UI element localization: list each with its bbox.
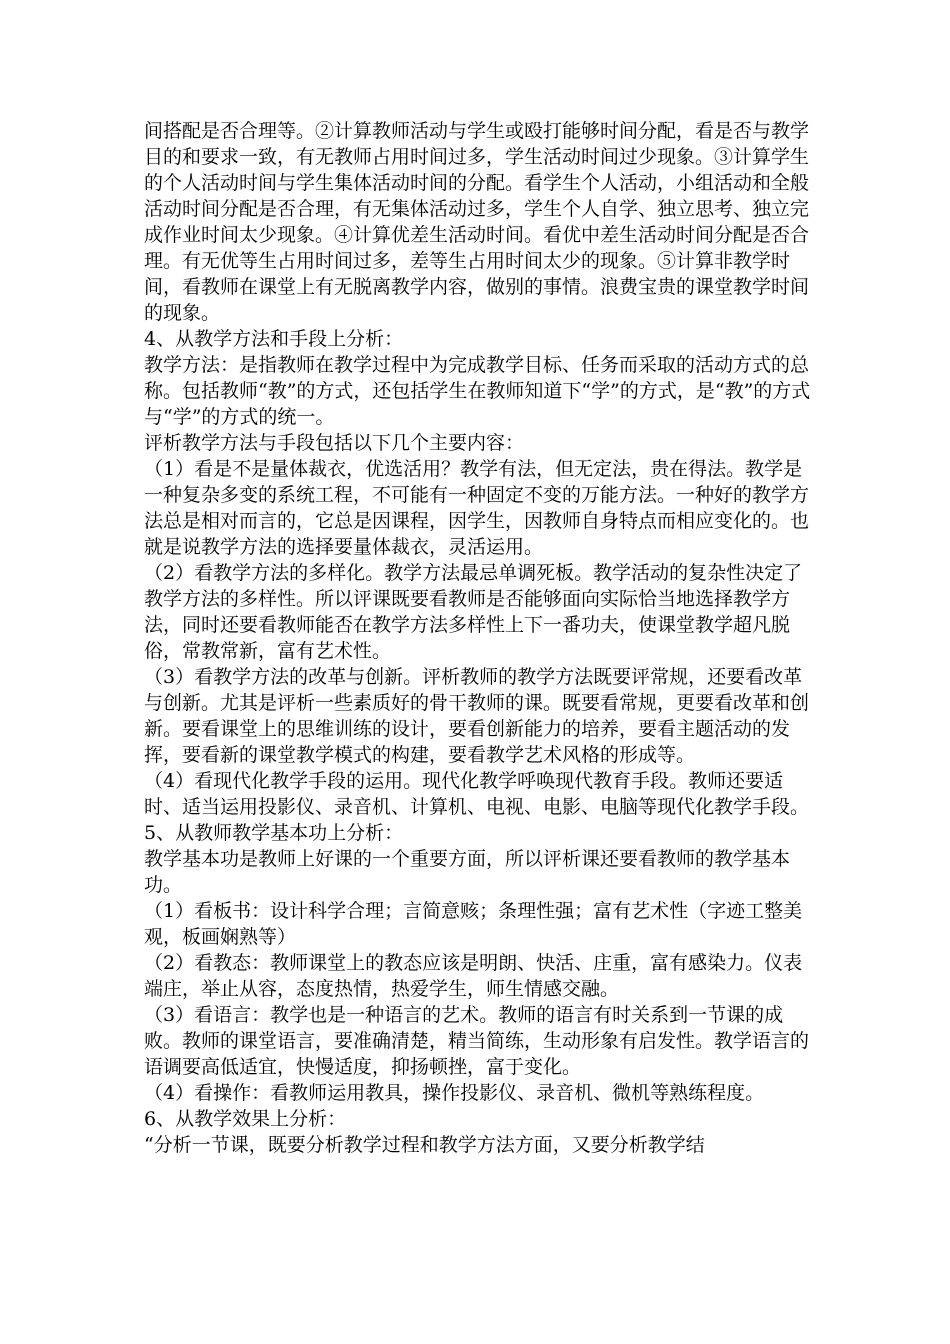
paragraph-method-item-3: （3）看教学方法的改革与创新。评析教师的教学方法既要评常规，还要看改革与创新。尤其是评析一些素质好的骨干教师的课。既要看常规，更要看改革和创新。要看课堂上的思维训练的设计，要看创新能力的培养，要看主题活动的发挥，要看新的课堂教学模式的构建，要看教学艺术风格的形成等。	[144, 666, 810, 766]
document-body	[144, 118, 812, 1158]
paragraph-skill-blackboard: （1）看板书：设计科学合理；言简意赅；条理性强；富有艺术性（字迹工整美观，板画娴熟等）	[144, 900, 803, 948]
heading-teaching-methods: 4、从教学方法和手段上分析：	[144, 328, 404, 350]
paragraph-method-item-1: （1）看是不是量体裁衣，优选活用？教学有法，但无定法，贵在得法。教学是一种复杂多变的系统工程，不可能有一种固定不变的万能方法。一种好的教学方法总是相对而言的，它总是因课程，因学生，因教师自身特点而相应变化的。也就是说教学方法的选择要量体裁衣，灵活运用。	[144, 458, 810, 558]
paragraph-method-item-2: （2）看教学方法的多样化。教学方法最忌单调死板。教学活动的复杂性决定了教学方法的多样性。所以评课既要看教师是否能够面向实际恰当地选择教学方法，同时还要看教师能否在教学方法多样性上下一番功夫，使课堂教学超凡脱俗，常教常新，富有艺术性。	[144, 562, 803, 662]
paragraph-skill-language: （3）看语言：教学也是一种语言的艺术。教师的语言有时关系到一节课的成败。教师的课堂语言，要准确清楚，精当简练，生动形象有启发性。教学语言的语调要高低适宜，快慢适度，抑扬顿挫，富于变化。	[144, 1004, 810, 1078]
paragraph-skill-operation: （4）看操作：看教师运用教具，操作投影仪、录音机、微机等熟练程度。	[144, 1082, 765, 1104]
heading-teaching-effect: 6、从教学效果上分析：	[144, 1108, 347, 1130]
paragraph-time-allocation: 间搭配是否合理等。②计算教师活动与学生或殴打能够时间分配，看是否与教学目的和要求一致，有无教师占用时间过多，学生活动时间过少现象。③计算学生的个人活动时间与学生集体活动时间的分配。看学生个人活动，小组活动和全般活动时间分配是否合理，有无集体活动过多，学生个人自学、独立思考、独立完成作业时间太少现象。④计算优差生活动时间。看优中差生活动时间分配是否合理。有无优等生占用时间过多，差等生占用时间太少的现象。⑤计算非教学时间，看教师在课堂上有无脱离教学内容，做别的事情。浪费宝贵的课堂教学时间的现象。	[144, 120, 810, 324]
heading-basic-skills: 5、从教师教学基本功上分析：	[144, 822, 404, 844]
paragraph-teaching-effect-start: “分析一节课，既要分析教学过程和教学方法方面，又要分析教学结	[144, 1134, 705, 1156]
paragraph-basic-skills-intro: 教学基本功是教师上好课的一个重要方面，所以评析课还要看教师的教学基本功。	[144, 848, 791, 896]
paragraph-skill-demeanor: （2）看教态：教师课堂上的教态应该是明朗、快活、庄重，富有感染力。仪表端庄，举止从容，态度热情，热爱学生，师生情感交融。	[144, 952, 803, 1000]
paragraph-method-evaluation-intro: 评析教学方法与手段包括以下几个主要内容：	[144, 432, 525, 454]
paragraph-teaching-method-definition: 教学方法：是指教师在教学过程中为完成教学目标、任务而采取的活动方式的总称。包括教师“教”的方式，还包括学生在教师知道下“学”的方式，是“教”的方式与“学”的方式的统一。	[144, 354, 811, 428]
paragraph-method-item-4: （4）看现代化教学手段的运用。现代化教学呼唤现代教育手段。教师还要适时、适当运用投影仪、录音机、计算机、电视、电影、电脑等现代化教学手段。	[144, 770, 810, 818]
